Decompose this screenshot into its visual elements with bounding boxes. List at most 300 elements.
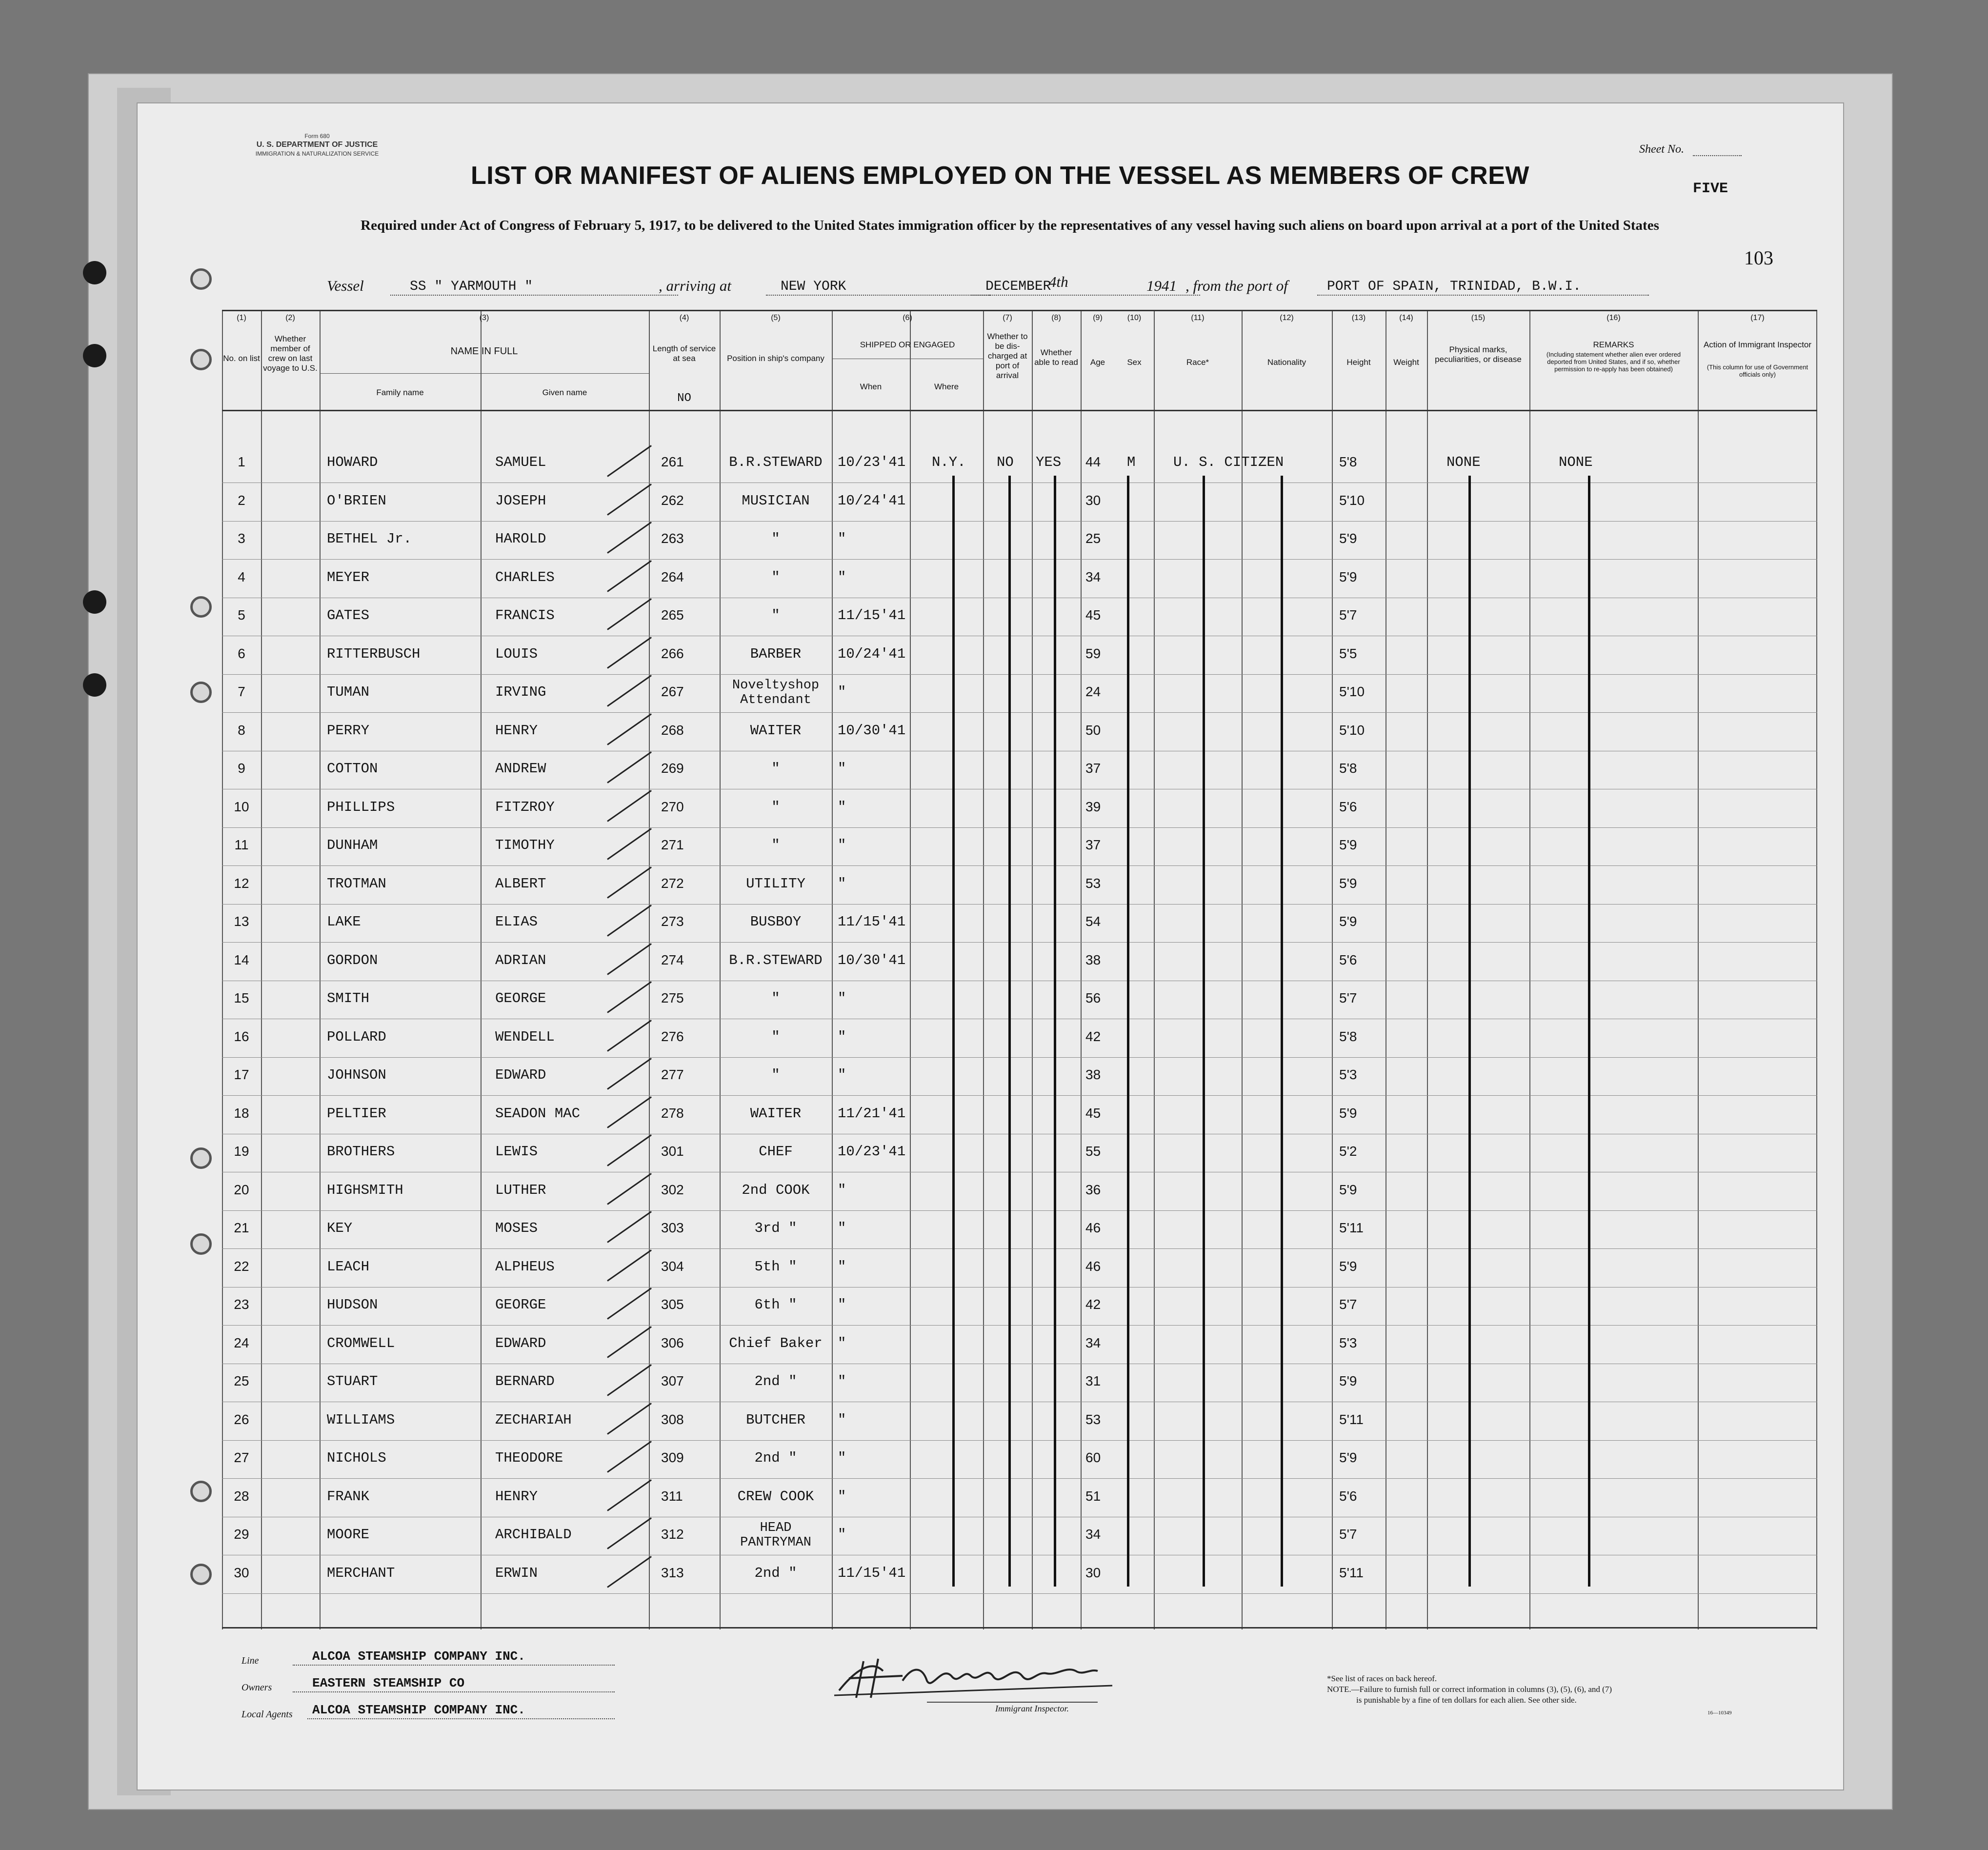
service-length: 308 (661, 1411, 684, 1427)
family-name: GATES (327, 607, 370, 623)
row-rule (222, 1593, 1817, 1594)
row-number: 24 (234, 1335, 249, 1350)
from-label: , from the port of (1185, 277, 1288, 294)
height: 5'9 (1339, 837, 1357, 852)
service-length: 272 (661, 875, 684, 891)
header-inspector-action: Action of Immigrant Inspector (1703, 340, 1812, 349)
shipped-when: 11/21'41 (838, 1105, 906, 1122)
position: B.R.STEWARD (729, 952, 823, 968)
service-length: 265 (661, 607, 684, 623)
table-row (222, 1557, 1817, 1595)
position: " (771, 799, 780, 815)
given-name: BERNARD (495, 1373, 555, 1389)
tick-mark (607, 790, 652, 822)
tick-mark (607, 828, 652, 860)
tick-mark (607, 522, 652, 554)
row-rule (222, 1248, 1817, 1249)
service-length: 268 (661, 722, 684, 738)
table-row (222, 983, 1817, 1021)
given-name: WENDELL (495, 1028, 555, 1045)
arrival-month: DECEMBER (985, 279, 1051, 294)
age: 54 (1085, 914, 1101, 929)
header-when: When (860, 382, 882, 391)
tick-mark (607, 1096, 652, 1128)
service-length: 263 (661, 531, 684, 546)
tick-mark (607, 1556, 652, 1588)
given-name: ERWIN (495, 1565, 538, 1581)
position: 2nd " (754, 1565, 797, 1581)
service-length: 301 (661, 1144, 684, 1159)
row-rule (222, 674, 1817, 675)
given-name: FITZROY (495, 799, 555, 815)
given-name: THEODORE (495, 1450, 563, 1466)
age: 25 (1085, 531, 1101, 546)
tick-mark (607, 1134, 652, 1166)
hole-reinforcement-icon (190, 1564, 212, 1585)
col-number: (13) (1351, 314, 1366, 322)
given-name: FRANCIS (495, 607, 555, 623)
age: 38 (1085, 1067, 1101, 1082)
age: 46 (1085, 1258, 1101, 1274)
tick-mark (607, 637, 652, 669)
age: 37 (1085, 837, 1101, 852)
given-name: ALPHEUS (495, 1258, 555, 1275)
family-name: PELTIER (327, 1105, 386, 1122)
header-race: Race* (1186, 358, 1209, 367)
given-name: LUTHER (495, 1182, 546, 1198)
table-row (222, 791, 1817, 829)
arrival-year: 1941 (1146, 277, 1177, 294)
arrival-port: NEW YORK (781, 279, 846, 294)
age: 34 (1085, 1335, 1101, 1350)
shipped-when: " (838, 837, 846, 853)
header-physical-marks: Physical marks, peculiarities, or disease (1435, 345, 1522, 364)
tick-mark (607, 866, 652, 899)
table-row (222, 1404, 1817, 1442)
family-name: RITTERBUSCH (327, 645, 421, 662)
row-number: 4 (238, 569, 245, 584)
ditto-line (952, 476, 955, 1587)
tick-mark (607, 1249, 652, 1282)
family-name: STUART (327, 1373, 378, 1389)
age: 37 (1085, 761, 1101, 776)
row-number: 13 (234, 914, 249, 929)
age: 45 (1085, 607, 1101, 623)
age: 34 (1085, 1527, 1101, 1542)
shipped-when: " (838, 1297, 846, 1313)
position: 6th " (754, 1297, 797, 1313)
line-underline (293, 1665, 615, 1666)
tick-mark (607, 483, 652, 516)
age: 42 (1085, 1028, 1101, 1044)
position: 2nd " (754, 1373, 797, 1389)
height: 5'9 (1339, 914, 1357, 929)
family-name: FRANK (327, 1488, 370, 1505)
col-number: (1) (237, 314, 246, 322)
age: 53 (1085, 1411, 1101, 1427)
header-name-rule (320, 373, 649, 374)
given-name: GEORGE (495, 1297, 546, 1313)
agents-label: Local Agents (241, 1709, 293, 1720)
age: 51 (1085, 1488, 1101, 1504)
hole-reinforcement-icon (190, 1147, 212, 1169)
row-rule (222, 865, 1817, 866)
family-name: TROTMAN (327, 875, 386, 892)
row-number: 5 (238, 607, 245, 623)
service-length: 302 (661, 1182, 684, 1197)
binder-hole-icon (83, 590, 106, 614)
given-name: TIMOTHY (495, 837, 555, 853)
table-row (222, 906, 1817, 944)
service-length: 271 (661, 837, 684, 852)
owners-underline (293, 1691, 615, 1692)
row-number: 16 (234, 1028, 249, 1044)
tick-mark (607, 1211, 652, 1243)
height: 5'9 (1339, 569, 1357, 584)
age: 59 (1085, 645, 1101, 661)
table-row (222, 600, 1817, 638)
sheet-label: Sheet No. (1639, 143, 1684, 156)
shipped-when: " (838, 1220, 846, 1236)
row-rule (222, 942, 1817, 943)
header-remarks-note: (Including statement whether alien ever ordered deported from United States, and if so, whether permission to re-apply has been obtained) (1546, 351, 1681, 373)
position: " (771, 990, 780, 1006)
height: 5'9 (1339, 875, 1357, 891)
arriving-label: , arriving at (659, 277, 731, 294)
header-length-of-service: Length of service at sea (652, 344, 716, 363)
age: 24 (1085, 684, 1101, 699)
position: " (771, 761, 780, 777)
service-length: 269 (661, 761, 684, 776)
family-name: PHILLIPS (327, 799, 395, 815)
binder-hole-icon (83, 344, 106, 367)
row-rule (222, 1325, 1817, 1326)
tick-mark (607, 1403, 652, 1435)
row-number: 21 (234, 1220, 249, 1235)
ditto-line (1468, 476, 1471, 1587)
height: 5'11 (1339, 1220, 1364, 1235)
tick-mark (607, 713, 652, 745)
family-name: BETHEL Jr. (327, 531, 412, 547)
service-length: 275 (661, 990, 684, 1005)
given-name: HENRY (495, 1488, 538, 1505)
service-length: 304 (661, 1258, 684, 1274)
row-rule (222, 1210, 1817, 1211)
position: BUTCHER (746, 1411, 805, 1428)
given-name: IRVING (495, 684, 546, 700)
row-number: 1 (238, 454, 245, 469)
table-row (222, 715, 1817, 753)
row-rule (222, 712, 1817, 713)
family-name: DUNHAM (327, 837, 378, 853)
col-number: (4) (679, 314, 689, 322)
table-row (222, 945, 1817, 983)
table-row (222, 1366, 1817, 1404)
row-number: 20 (234, 1182, 249, 1197)
ditto-line (1203, 476, 1205, 1587)
height: 5'8 (1339, 454, 1357, 469)
family-name: HUDSON (327, 1297, 378, 1313)
form-number: Form 680 (304, 133, 330, 140)
family-name: CROMWELL (327, 1335, 395, 1351)
ditto-line (1008, 476, 1011, 1587)
tick-mark (607, 1441, 652, 1473)
vessel-underline (390, 295, 678, 296)
shipped-when: " (838, 1028, 846, 1045)
binder-hole-icon (83, 673, 106, 697)
given-name: MOSES (495, 1220, 538, 1236)
page-title: LIST OR MANIFEST OF ALIENS EMPLOYED ON THE VESSEL AS MEMBERS OF CREW (471, 161, 1529, 190)
ditto-line (1281, 476, 1283, 1587)
position: CHEF (759, 1144, 793, 1160)
shipped-when: " (838, 1258, 846, 1275)
row-number: 8 (238, 722, 245, 738)
row-number: 14 (234, 952, 249, 967)
header-discharged: Whether to be dis-charged at port of arrival (987, 332, 1028, 380)
shipped-when: " (838, 990, 846, 1006)
departure-underline (1317, 295, 1649, 296)
col-number: (14) (1399, 314, 1413, 322)
ditto-line (1588, 476, 1590, 1587)
given-name: ALBERT (495, 875, 546, 892)
crew-table (222, 310, 1817, 1629)
port-underline (766, 295, 990, 296)
row-number: 22 (234, 1258, 249, 1274)
shipped-when: " (838, 875, 846, 892)
hole-reinforcement-icon (190, 596, 212, 618)
inspector-signature (829, 1651, 1132, 1705)
col-number: (16) (1606, 314, 1621, 322)
row-rule (222, 1095, 1817, 1096)
table-row (222, 1212, 1817, 1250)
row-number: 19 (234, 1144, 249, 1159)
date-underline (971, 295, 1200, 296)
row-number: 12 (234, 875, 249, 891)
shipped-when: 10/24'41 (838, 645, 906, 662)
given-name: JOSEPH (495, 492, 546, 509)
tick-mark (607, 1020, 652, 1052)
col-number: (5) (771, 314, 781, 322)
family-name: LAKE (327, 914, 361, 930)
header-family-name: Family name (376, 388, 424, 397)
position: B.R.STEWARD (729, 454, 823, 470)
height: 5'3 (1339, 1067, 1357, 1082)
header-service-number-label: NO (677, 392, 691, 405)
header-top-rule (222, 310, 1817, 311)
hole-reinforcement-icon (190, 1481, 212, 1502)
family-name: KEY (327, 1220, 353, 1236)
col-number: (10) (1127, 314, 1142, 322)
family-name: O'BRIEN (327, 492, 386, 509)
table-row (222, 1059, 1817, 1097)
table-row (222, 1442, 1817, 1480)
shipped-when: " (838, 1373, 846, 1389)
age: 45 (1085, 1105, 1101, 1121)
row-number: 10 (234, 799, 249, 814)
table-row (222, 868, 1817, 906)
position: " (771, 607, 780, 623)
age: 42 (1085, 1297, 1101, 1312)
able-to-read-value: YES (1036, 454, 1062, 470)
departure-port: PORT OF SPAIN, TRINIDAD, B.W.I. (1327, 279, 1581, 294)
shipped-when: " (838, 1450, 846, 1466)
tick-mark (607, 598, 652, 630)
family-name: GORDON (327, 952, 378, 968)
row-number: 7 (238, 684, 245, 699)
shipped-when: 10/23'41 (838, 1144, 906, 1160)
height: 5'10 (1339, 722, 1365, 738)
height: 5'3 (1339, 1335, 1357, 1350)
service-length: 261 (661, 454, 684, 469)
service-length: 273 (661, 914, 684, 929)
shipped-when: " (838, 799, 846, 815)
sheet-value: FIVE (1693, 181, 1728, 197)
height: 5'6 (1339, 799, 1357, 814)
shipped-when: 10/24'41 (838, 492, 906, 509)
col-number: (12) (1280, 314, 1294, 322)
service-length: 270 (661, 799, 684, 814)
vessel-name: SS " YARMOUTH " (410, 279, 533, 294)
height: 5'7 (1339, 1297, 1357, 1312)
binder-hole-icon (83, 261, 106, 284)
table-row (222, 753, 1817, 791)
sheet-line (1693, 155, 1742, 156)
header-shipped-engaged: SHIPPED OR ENGAGED (860, 340, 955, 349)
age: 38 (1085, 952, 1101, 967)
header-remarks: REMARKS (1593, 340, 1634, 349)
col-number: (7) (1003, 314, 1012, 322)
height: 5'10 (1339, 492, 1365, 508)
family-name: PERRY (327, 722, 370, 739)
table-row (222, 1174, 1817, 1212)
col-number: (3) (479, 314, 489, 322)
family-name: LEACH (327, 1258, 370, 1275)
height: 5'5 (1339, 645, 1357, 661)
race-nationality-value: U. S. CITIZEN (1173, 454, 1284, 470)
shipped-where: N.Y. (932, 454, 966, 470)
position: BARBER (750, 645, 802, 662)
height: 5'9 (1339, 1182, 1357, 1197)
tick-mark (607, 1479, 652, 1511)
service-length: 267 (661, 684, 684, 699)
remarks-value: NONE (1559, 454, 1593, 470)
header-position: Position in ship's company (727, 354, 824, 363)
position: WAITER (750, 1105, 802, 1122)
col-number: (11) (1191, 314, 1205, 322)
row-rule (222, 1440, 1817, 1441)
position: BUSBOY (750, 914, 802, 930)
row-number: 11 (234, 837, 249, 852)
service-length: 277 (661, 1067, 684, 1082)
service-length: 264 (661, 569, 684, 584)
header-height: Height (1346, 358, 1371, 367)
tick-mark (607, 560, 652, 592)
service-length: 307 (661, 1373, 684, 1388)
header-inspector-note: (This column for use of Government officials only) (1707, 363, 1808, 378)
form-agency-block (220, 132, 415, 158)
tick-mark (607, 943, 652, 975)
position: 2nd " (754, 1450, 797, 1466)
col-number: (15) (1471, 314, 1486, 322)
position: " (771, 1067, 780, 1083)
col-number: (9) (1093, 314, 1103, 322)
col-number: (8) (1051, 314, 1061, 322)
header-nationality: Nationality (1267, 358, 1306, 367)
family-name: TUMAN (327, 684, 370, 700)
line-value: ALCOA STEAMSHIP COMPANY INC. (312, 1649, 525, 1664)
shipped-when: " (838, 761, 846, 777)
discharged-value: NO (997, 454, 1014, 470)
header-previous-voyage: Whether member of crew on last voyage to U.S. (263, 334, 318, 373)
given-name: GEORGE (495, 990, 546, 1006)
position: Noveltyshop Attendant (732, 678, 820, 707)
row-rule (222, 904, 1817, 905)
row-number: 17 (234, 1067, 249, 1082)
table-row (222, 1098, 1817, 1136)
shipped-when: " (838, 1488, 846, 1505)
shipped-when: " (838, 531, 846, 547)
ditto-line (1127, 476, 1129, 1587)
page-subtitle: Required under Act of Congress of February 5, 1917, to be delivered to the United States immigration officer by the representatives of any vessel having such aliens on board upon arrival at a port of the United States (361, 218, 1659, 233)
row-number: 2 (238, 492, 245, 508)
shipped-when: 10/30'41 (838, 952, 906, 968)
age: 36 (1085, 1182, 1101, 1197)
vessel-label: Vessel (327, 277, 364, 294)
height: 5'6 (1339, 952, 1357, 967)
header-no-on-list: No. on list (223, 354, 260, 363)
shipped-when: " (838, 1527, 846, 1543)
table-row (222, 1289, 1817, 1327)
family-name: MOORE (327, 1527, 370, 1543)
position: WAITER (750, 722, 802, 739)
arrival-day: 4th (1049, 273, 1068, 290)
row-number: 28 (234, 1488, 249, 1504)
age: 34 (1085, 569, 1101, 584)
position: CREW COOK (737, 1488, 814, 1505)
position: Chief Baker (729, 1335, 823, 1351)
family-name: MEYER (327, 569, 370, 585)
position: " (771, 1028, 780, 1045)
shipped-when: " (838, 1067, 846, 1083)
shipped-when: 10/23'41 (838, 454, 906, 470)
table-row (222, 485, 1817, 523)
header-weight: Weight (1393, 358, 1419, 367)
height: 5'7 (1339, 990, 1357, 1005)
position: 3rd " (754, 1220, 797, 1236)
height: 5'9 (1339, 531, 1357, 546)
service-name: IMMIGRATION & NATURALIZATION SERVICE (255, 150, 379, 157)
service-length: 306 (661, 1335, 684, 1350)
page-number: 103 (1744, 247, 1773, 269)
tick-mark (607, 675, 652, 707)
row-rule (222, 521, 1817, 522)
agents-value: ALCOA STEAMSHIP COMPANY INC. (312, 1703, 525, 1717)
hole-reinforcement-icon (190, 1233, 212, 1255)
row-rule (222, 827, 1817, 828)
age: 30 (1085, 1565, 1101, 1580)
age: 60 (1085, 1450, 1101, 1465)
header-age: Age (1090, 358, 1105, 367)
family-name: HOWARD (327, 454, 378, 470)
sex-value: M (1127, 454, 1136, 470)
shipped-when: " (838, 1411, 846, 1428)
col-number: (2) (285, 314, 295, 322)
row-rule (222, 559, 1817, 560)
position: " (771, 837, 780, 853)
table-row (222, 446, 1817, 484)
row-number: 25 (234, 1373, 249, 1388)
header-sex: Sex (1127, 358, 1142, 367)
